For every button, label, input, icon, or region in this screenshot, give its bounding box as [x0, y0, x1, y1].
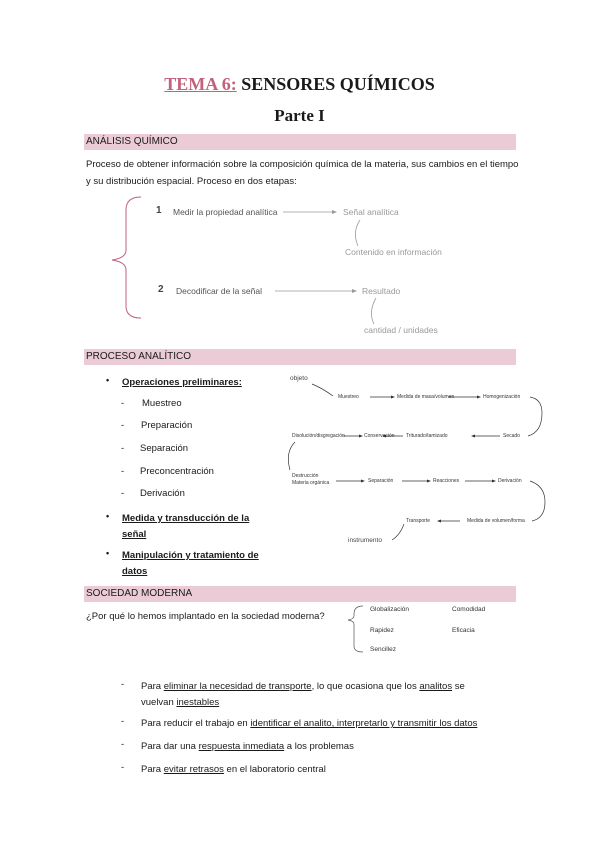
flow-separacion: Separación [368, 478, 394, 484]
section-heading-analisis: ANÁLISIS QUÍMICO [84, 134, 516, 150]
dash: - [121, 466, 125, 477]
word-rapidez: Rapidez [370, 627, 394, 634]
dash: - [121, 443, 125, 454]
dash: - [121, 488, 125, 499]
sub-separacion: Separación [140, 443, 189, 454]
list-item-respuesta: Para dar una respuesta inmediata a los problemas [141, 741, 354, 752]
step2-result: Resultado [362, 286, 401, 296]
section-heading-sociedad: SOCIEDAD MODERNA [84, 586, 516, 602]
flow-conservacion: Conservación [364, 433, 395, 439]
brace-gray [348, 606, 363, 652]
dash: - [121, 679, 125, 690]
flow-disolucion: Disolución/disgregación [292, 433, 345, 439]
dash: - [121, 762, 125, 773]
flow-muestreo: Muestreo [338, 394, 359, 400]
flow-transporte: Transporte [406, 518, 430, 524]
flow-derivacion: Derivación [498, 478, 522, 484]
step2-info: cantidad / unidades [364, 325, 438, 335]
flow-destruccion: Destrucción [292, 473, 319, 479]
flow-triturado: Triturado/tamizado [406, 433, 448, 439]
bullet-dot: • [106, 375, 110, 385]
page-subtitle: Parte I [274, 106, 325, 125]
list-item-retrasos: Para evitar retrasos en el laboratorio central [141, 764, 326, 775]
dash: - [121, 398, 125, 409]
flow-reacciones: Reacciones [433, 478, 460, 484]
bullet-medida: Medida y transducción de la señal [122, 513, 250, 540]
flow-medida-volumen: Medida de volumen/forma [467, 518, 525, 524]
step1-result: Señal analítica [343, 207, 399, 217]
word-eficacia: Eficacia [452, 627, 475, 634]
flow-instrumento: instrumento [348, 537, 382, 544]
flow-materia-organica: Materia orgánica [292, 480, 330, 486]
word-sencillez: Sencillez [370, 646, 397, 653]
title-prefix: TEMA 6: [164, 74, 237, 94]
sub-preparacion: Preparación [141, 420, 193, 431]
word-comodidad: Comodidad [452, 606, 486, 613]
sociedad-question: ¿Por qué lo hemos implantado en la sociedad moderna? [86, 611, 325, 622]
step1-info: Contenido en información [345, 247, 442, 257]
section-heading-proceso: PROCESO ANALÍTICO [84, 349, 516, 365]
sub-preconcentracion: Preconcentración [140, 466, 214, 477]
list-item-trabajo: Para reducir el trabajo en identificar el analito, interpretarlo y transmitir los datos [141, 718, 478, 729]
list-item-transporte: Para eliminar la necesidad de transporte, lo que ocasiona que los analitos se vuelvan inestables [141, 681, 465, 708]
flow-objeto: objeto [290, 375, 308, 382]
sub-derivacion: Derivación [140, 488, 185, 499]
step1-label: Medir la propiedad analítica [173, 207, 278, 217]
dash: - [121, 716, 125, 727]
flow-homogenizacion: Homogenización [483, 394, 521, 400]
bullet-manipulacion: Manipulación y tratamiento de datos [122, 550, 259, 577]
bullet-dot: • [106, 511, 110, 521]
bullet-dot: • [106, 548, 110, 558]
word-globalizacion: Globalización [370, 606, 410, 613]
step2-number: 2 [158, 284, 164, 295]
step1-number: 1 [156, 205, 162, 216]
flow-secado: Secado [503, 433, 520, 439]
dash: - [121, 420, 125, 431]
step2-label: Decodificar de la señal [176, 286, 262, 296]
flow-medida-masa: Medida de masa/volumen [397, 394, 455, 400]
dash: - [121, 739, 125, 750]
analisis-paragraph: Proceso de obtener información sobre la composición química de la materia, sus cambios en el tiempo y su distribución espacial. Proceso en dos etapas: [86, 159, 519, 187]
bullet-operaciones: Operaciones preliminares: [122, 377, 242, 388]
sub-muestreo: Muestreo [142, 398, 182, 409]
title-rest: SENSORES QUÍMICOS [236, 74, 435, 94]
